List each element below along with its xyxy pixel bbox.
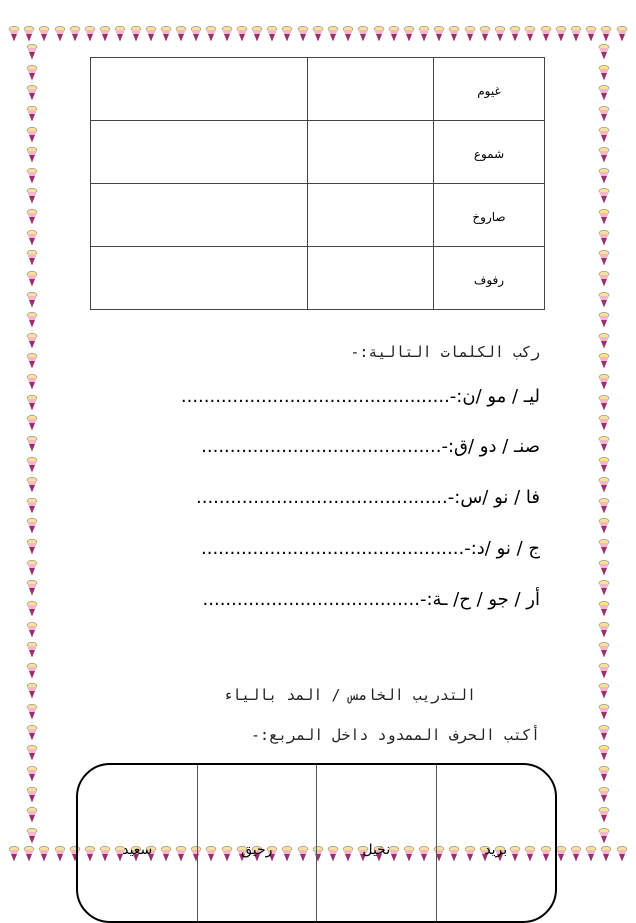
- ice-cream-cone-icon: [598, 477, 610, 493]
- ice-cream-cone-icon: [26, 539, 38, 555]
- ice-cream-cone-icon: [26, 807, 38, 823]
- ice-cream-cone-icon: [26, 353, 38, 369]
- table-word-cell: صاروخ: [434, 184, 545, 247]
- answer-dots: ............................................: [196, 487, 448, 508]
- table-word-cell: غيوم: [434, 58, 545, 121]
- table-blank-cell: [91, 58, 308, 121]
- ice-cream-cone-icon: [266, 26, 278, 42]
- ice-cream-cone-icon: [524, 26, 536, 42]
- table-row: [91, 121, 545, 184]
- ice-cream-cone-icon: [373, 26, 385, 42]
- ice-cream-cone-icon: [600, 846, 612, 862]
- table-word-cell: شموع: [434, 121, 545, 184]
- decorative-border-right: [598, 44, 610, 844]
- answer-box-word: رحيق: [241, 842, 273, 858]
- table-row: [91, 58, 545, 121]
- ice-cream-cone-icon: [598, 292, 610, 308]
- exercise-line: [181, 386, 540, 407]
- ice-cream-cone-icon: [598, 518, 610, 534]
- ice-cream-cone-icon: [327, 26, 339, 42]
- ice-cream-cone-icon: [555, 26, 567, 42]
- ice-cream-cone-icon: [26, 622, 38, 638]
- ice-cream-cone-icon: [236, 26, 248, 42]
- ice-cream-cone-icon: [26, 312, 38, 328]
- ice-cream-cone-icon: [479, 26, 491, 42]
- ice-cream-cone-icon: [8, 26, 20, 42]
- ice-cream-cone-icon: [26, 828, 38, 844]
- ice-cream-cone-icon: [26, 663, 38, 679]
- compose-instruction: ركب الكلمات التالية:-: [350, 343, 540, 361]
- ice-cream-cone-icon: [570, 26, 582, 42]
- word-table: [90, 57, 545, 310]
- answer-dots: ..........................................: [201, 436, 442, 457]
- ice-cream-cone-icon: [598, 828, 610, 844]
- ice-cream-cone-icon: [26, 85, 38, 101]
- table-blank-cell: [91, 247, 308, 310]
- ice-cream-cone-icon: [598, 209, 610, 225]
- ice-cream-cone-icon: [26, 601, 38, 617]
- ice-cream-cone-icon: [598, 622, 610, 638]
- answer-box-cell: [436, 765, 556, 921]
- table-blank-cell: [91, 184, 308, 247]
- ice-cream-cone-icon: [598, 601, 610, 617]
- ice-cream-cone-icon: [598, 766, 610, 782]
- ice-cream-cone-icon: [598, 787, 610, 803]
- ice-cream-cone-icon: [26, 65, 38, 81]
- ice-cream-cone-icon: [221, 26, 233, 42]
- answer-box-cell: [316, 765, 436, 921]
- ice-cream-cone-icon: [160, 26, 172, 42]
- ice-cream-cone-icon: [598, 44, 610, 60]
- ice-cream-cone-icon: [509, 26, 521, 42]
- ice-cream-cone-icon: [26, 209, 38, 225]
- ice-cream-cone-icon: [26, 683, 38, 699]
- ice-cream-cone-icon: [598, 250, 610, 266]
- ice-cream-cone-icon: [598, 85, 610, 101]
- ice-cream-cone-icon: [598, 333, 610, 349]
- ice-cream-cone-icon: [251, 26, 263, 42]
- ice-cream-cone-icon: [26, 147, 38, 163]
- table-word-cell: رفوف: [434, 247, 545, 310]
- ice-cream-cone-icon: [26, 127, 38, 143]
- ice-cream-cone-icon: [26, 642, 38, 658]
- table-blank-cell: [91, 121, 308, 184]
- ice-cream-cone-icon: [388, 26, 400, 42]
- ice-cream-cone-icon: [54, 846, 66, 862]
- answer-box-cell: [78, 765, 197, 921]
- ice-cream-cone-icon: [403, 26, 415, 42]
- ice-cream-cone-icon: [598, 457, 610, 473]
- ice-cream-cone-icon: [114, 26, 126, 42]
- ice-cream-cone-icon: [342, 26, 354, 42]
- ice-cream-cone-icon: [418, 26, 430, 42]
- ice-cream-cone-icon: [585, 846, 597, 862]
- ice-cream-cone-icon: [598, 642, 610, 658]
- ice-cream-cone-icon: [357, 26, 369, 42]
- ice-cream-cone-icon: [26, 250, 38, 266]
- ice-cream-cone-icon: [616, 26, 628, 42]
- ice-cream-cone-icon: [26, 188, 38, 204]
- exercise-line: [201, 538, 540, 559]
- ice-cream-cone-icon: [281, 26, 293, 42]
- ice-cream-cone-icon: [26, 333, 38, 349]
- answer-box: [76, 763, 557, 923]
- ice-cream-cone-icon: [598, 353, 610, 369]
- ice-cream-cone-icon: [598, 580, 610, 596]
- ice-cream-cone-icon: [23, 26, 35, 42]
- answer-dots: ...............................................: [180, 386, 450, 407]
- ice-cream-cone-icon: [598, 312, 610, 328]
- ice-cream-cone-icon: [26, 580, 38, 596]
- ice-cream-cone-icon: [616, 846, 628, 862]
- ice-cream-cone-icon: [26, 106, 38, 122]
- answer-box-cell: [197, 765, 317, 921]
- ice-cream-cone-icon: [598, 539, 610, 555]
- ice-cream-cone-icon: [598, 127, 610, 143]
- answer-box-word: بريد: [484, 842, 508, 858]
- ice-cream-cone-icon: [598, 415, 610, 431]
- drill-instruction: أكتب الحرف الممدود داخل المربع:-: [251, 726, 540, 744]
- ice-cream-cone-icon: [598, 106, 610, 122]
- ice-cream-cone-icon: [598, 436, 610, 452]
- ice-cream-cone-icon: [26, 457, 38, 473]
- ice-cream-cone-icon: [26, 745, 38, 761]
- ice-cream-cone-icon: [448, 26, 460, 42]
- ice-cream-cone-icon: [26, 271, 38, 287]
- exercise-line: [203, 589, 540, 610]
- ice-cream-cone-icon: [598, 498, 610, 514]
- ice-cream-cone-icon: [26, 292, 38, 308]
- ice-cream-cone-icon: [175, 26, 187, 42]
- ice-cream-cone-icon: [598, 374, 610, 390]
- exercise-line: [196, 487, 540, 508]
- ice-cream-cone-icon: [26, 395, 38, 411]
- ice-cream-cone-icon: [26, 704, 38, 720]
- ice-cream-cone-icon: [26, 518, 38, 534]
- ice-cream-cone-icon: [312, 26, 324, 42]
- exercise-prompt: ج / نو /د:-: [464, 538, 540, 559]
- ice-cream-cone-icon: [26, 374, 38, 390]
- table-blank-cell: [308, 121, 434, 184]
- ice-cream-cone-icon: [26, 498, 38, 514]
- ice-cream-cone-icon: [26, 766, 38, 782]
- ice-cream-cone-icon: [464, 26, 476, 42]
- ice-cream-cone-icon: [26, 725, 38, 741]
- ice-cream-cone-icon: [494, 26, 506, 42]
- ice-cream-cone-icon: [598, 65, 610, 81]
- ice-cream-cone-icon: [26, 436, 38, 452]
- ice-cream-cone-icon: [598, 683, 610, 699]
- ice-cream-cone-icon: [26, 168, 38, 184]
- answer-dots: ..............................................: [201, 538, 465, 559]
- ice-cream-cone-icon: [99, 26, 111, 42]
- ice-cream-cone-icon: [190, 26, 202, 42]
- exercise-prompt: صنـ / دو /ق:-: [441, 436, 540, 457]
- ice-cream-cone-icon: [26, 477, 38, 493]
- ice-cream-cone-icon: [598, 271, 610, 287]
- ice-cream-cone-icon: [38, 846, 50, 862]
- ice-cream-cone-icon: [38, 26, 50, 42]
- ice-cream-cone-icon: [130, 26, 142, 42]
- ice-cream-cone-icon: [205, 26, 217, 42]
- ice-cream-cone-icon: [598, 725, 610, 741]
- table-blank-cell: [308, 247, 434, 310]
- ice-cream-cone-icon: [54, 26, 66, 42]
- ice-cream-cone-icon: [598, 560, 610, 576]
- table-blank-cell: [308, 184, 434, 247]
- ice-cream-cone-icon: [598, 230, 610, 246]
- ice-cream-cone-icon: [598, 704, 610, 720]
- ice-cream-cone-icon: [8, 846, 20, 862]
- decorative-border-left: [26, 44, 38, 844]
- answer-box-word: نخيل: [362, 842, 391, 858]
- drill-title: التدريب الخامس / المد بالياء: [223, 686, 476, 704]
- ice-cream-cone-icon: [26, 230, 38, 246]
- ice-cream-cone-icon: [26, 560, 38, 576]
- ice-cream-cone-icon: [26, 44, 38, 60]
- exercise-prompt: ليـ / مو /ن:-: [449, 386, 540, 407]
- ice-cream-cone-icon: [598, 807, 610, 823]
- ice-cream-cone-icon: [433, 26, 445, 42]
- exercise-line: [201, 436, 540, 457]
- ice-cream-cone-icon: [598, 168, 610, 184]
- table-row: [91, 247, 545, 310]
- ice-cream-cone-icon: [26, 787, 38, 803]
- answer-box-word: سعيد: [122, 842, 153, 858]
- ice-cream-cone-icon: [570, 846, 582, 862]
- table-row: [91, 184, 545, 247]
- ice-cream-cone-icon: [297, 26, 309, 42]
- ice-cream-cone-icon: [598, 663, 610, 679]
- exercise-prompt: أر / جو / ح/ ـة:-: [419, 589, 540, 610]
- ice-cream-cone-icon: [600, 26, 612, 42]
- answer-dots: ......................................: [202, 589, 420, 610]
- ice-cream-cone-icon: [69, 26, 81, 42]
- ice-cream-cone-icon: [84, 26, 96, 42]
- ice-cream-cone-icon: [145, 26, 157, 42]
- ice-cream-cone-icon: [598, 188, 610, 204]
- ice-cream-cone-icon: [23, 846, 35, 862]
- exercise-prompt: فا / نو /س:-: [447, 487, 540, 508]
- decorative-border-top: [8, 26, 628, 42]
- ice-cream-cone-icon: [598, 745, 610, 761]
- table-blank-cell: [308, 58, 434, 121]
- ice-cream-cone-icon: [598, 395, 610, 411]
- ice-cream-cone-icon: [598, 147, 610, 163]
- ice-cream-cone-icon: [26, 415, 38, 431]
- ice-cream-cone-icon: [585, 26, 597, 42]
- ice-cream-cone-icon: [540, 26, 552, 42]
